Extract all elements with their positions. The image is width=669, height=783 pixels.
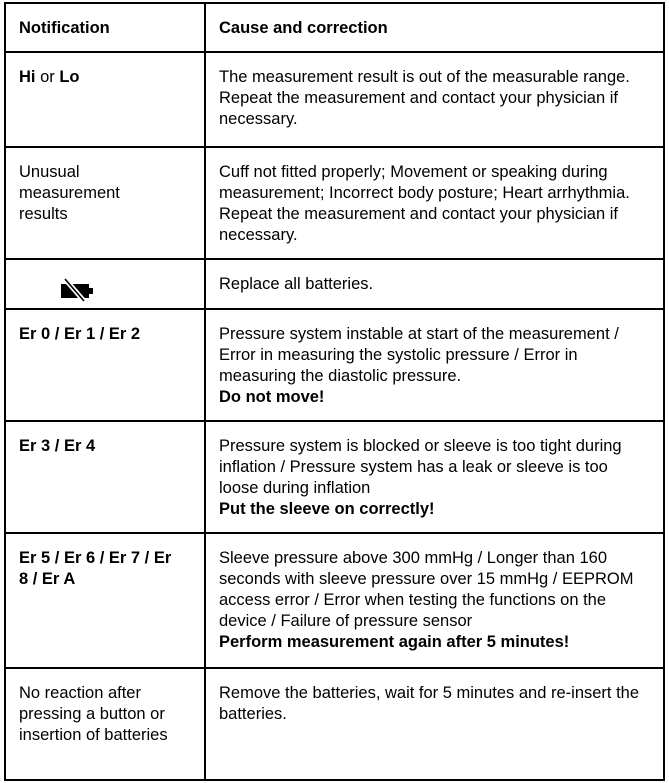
header-cause: Cause and correction: [219, 19, 388, 37]
cause-text: Replace all batteries.: [219, 275, 374, 293]
table-row: [5, 421, 664, 533]
cause-text: Remove the batteries, wait for 5 minutes and re-insert the batteries.: [219, 684, 640, 723]
notification-lo: Lo: [59, 68, 80, 86]
cause-warning: Perform measurement again after 5 minutes!: [219, 633, 570, 651]
troubleshooting-table: [4, 2, 665, 781]
cause-text: The measurement result is out of the measurable range. Repeat the measurement and contact your physician if necessary.: [219, 68, 630, 128]
table-row: [5, 668, 664, 780]
notification: Er 5 / Er 6 / Er 7 / Er 8 / Er A: [19, 549, 172, 588]
notification-or: or: [35, 68, 60, 86]
battery-empty-icon: [59, 278, 95, 302]
cause-warning: Do not move!: [219, 388, 325, 406]
table-row: [5, 309, 664, 421]
notification: Er 3 / Er 4: [19, 437, 96, 455]
header-notification: Notification: [19, 19, 110, 37]
table-row: [5, 52, 664, 147]
table-row: [5, 533, 664, 668]
notification: No reaction after pressing a button or insertion of batteries: [19, 684, 168, 744]
table-header: [5, 3, 664, 52]
table-row: [5, 147, 664, 259]
cause-text: Sleeve pressure above 300 mmHg / Longer than 160 seconds with sleeve pressure over 15 mmHg / EEPROM access error / Error when testing the functions on the device / Failure of pressure sensor: [219, 549, 634, 630]
cause-warning: Put the sleeve on correctly!: [219, 500, 435, 518]
cause-text: Pressure system instable at start of the measurement / Error in measuring the systolic pressure / Error in measuring the diastolic pressure.: [219, 325, 619, 385]
cause-text: Cuff not fitted properly; Movement or speaking during measurement; Incorrect body posture; Heart arrhythmia. Repeat the measurement and contact your physician if necessary.: [219, 163, 630, 244]
cause-text: Pressure system is blocked or sleeve is too tight during inflation / Pressure system has a leak or sleeve is too loose during inflation: [219, 437, 622, 497]
notification: Er 0 / Er 1 / Er 2: [19, 325, 141, 343]
notification: Unusual measurement results: [19, 163, 120, 223]
table-row: [5, 259, 664, 309]
notification-hi: Hi: [19, 68, 36, 86]
